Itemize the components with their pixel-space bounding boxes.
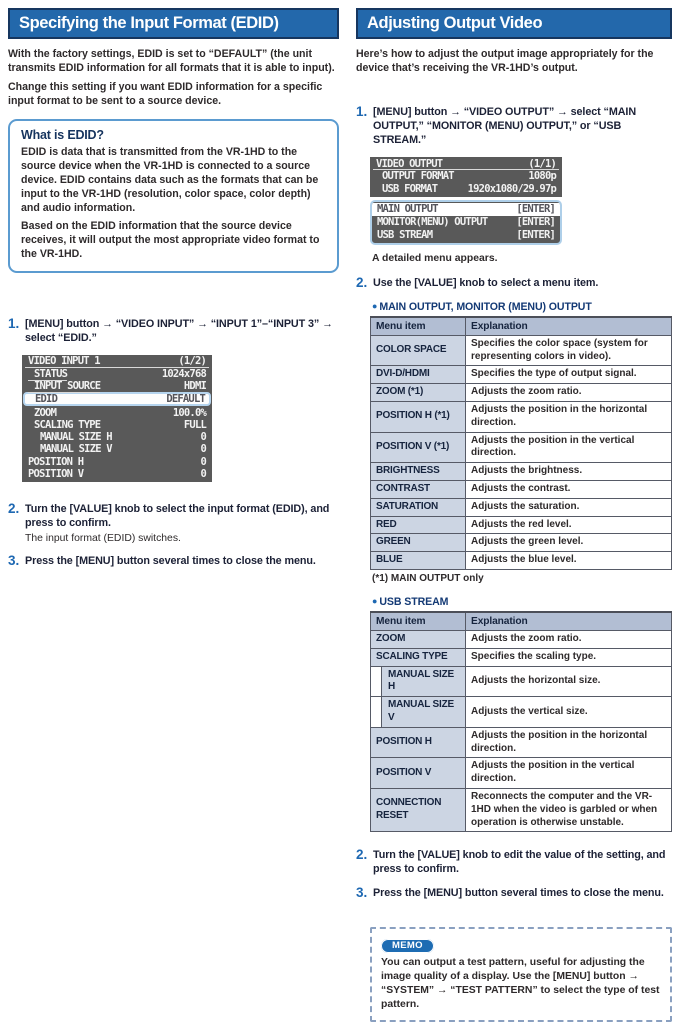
lcd-caption: A detailed menu appears. (372, 252, 498, 264)
table-row (371, 727, 672, 758)
lcd-row-value: FULL (183, 418, 206, 431)
lcd-screen-video-output (370, 157, 562, 245)
table-row (371, 788, 672, 831)
column-header: Menu item (371, 317, 466, 336)
lcd-row-value: 0 (200, 443, 206, 456)
menu-item-cell: COLOR SPACE (371, 335, 466, 366)
step-note: The input format (EDID) switches. (25, 533, 181, 545)
lcd-row-label: SCALING TYPE (34, 418, 101, 431)
menu-item-cell: DVI-D/HDMI (371, 366, 466, 384)
step-number: 2. (356, 274, 368, 290)
lcd-header-row (373, 158, 559, 170)
menu-item-cell: POSITION H (371, 727, 466, 758)
explanation-cell: Adjusts the red level. (466, 516, 672, 534)
table-row (371, 534, 672, 552)
step-2-left (8, 502, 339, 544)
table-row (371, 335, 672, 366)
table-footnote: (*1) MAIN OUTPUT only (372, 572, 484, 584)
memo-box (370, 927, 672, 1021)
step-number: 3. (356, 885, 368, 901)
explanation-cell: Adjusts the vertical size. (466, 697, 672, 728)
section-title-right: Adjusting Output Video (367, 14, 543, 32)
lcd-row-label: EDID (35, 393, 58, 406)
menu-item-cell: MANUAL SIZE H (371, 666, 466, 697)
lcd-row-label: ZOOM (34, 406, 57, 419)
lcd-row-value: 1024x768 (161, 368, 206, 380)
menu-item-cell: RED (371, 516, 466, 534)
lcd-row (373, 170, 559, 182)
table-header-row (371, 317, 672, 336)
lcd-row (25, 431, 209, 443)
lcd-row-label: MONITOR(MENU) OUTPUT (377, 216, 488, 229)
table-header-row (371, 612, 672, 631)
menu-item-cell: SCALING TYPE (371, 648, 466, 666)
lcd-rows (373, 170, 559, 195)
lcd-menu-group (370, 200, 562, 245)
main-output-table (370, 316, 672, 570)
lcd-row (25, 380, 209, 392)
table-row (371, 402, 672, 433)
step-2-right (356, 276, 672, 291)
lcd-row (23, 392, 211, 406)
table-row (371, 480, 672, 498)
section-header-right (356, 8, 672, 39)
step-text: Turn the [VALUE] knob to select the input format (EDID), and press to confirm. (25, 503, 330, 530)
lcd-row-value: 1080p (528, 170, 556, 183)
explanation-cell: Adjusts the position in the vertical direction. (466, 432, 672, 463)
lcd-row-label: POSITION H (28, 455, 84, 468)
table-row (371, 758, 672, 789)
step-number: 1. (356, 103, 368, 119)
table-row (371, 552, 672, 570)
infobox-paragraph: EDID is data that is transmitted from the VR-1HD to the source device when the VR-1HD is connected to a source device. EDID contains data such as the formats that can be input to the VR-1HD (resolution, color space, color depth) and audio information. (21, 145, 319, 215)
table-row (371, 666, 672, 697)
table-row (371, 697, 672, 728)
lcd-row-value: HDMI (183, 380, 206, 393)
explanation-cell: Adjusts the position in the horizontal direction. (466, 727, 672, 758)
what-is-edid-box (8, 119, 339, 273)
lcd-row (25, 368, 209, 380)
step-1-left (8, 317, 339, 345)
lcd-page-indicator: (1/2) (178, 355, 206, 368)
lcd-menu-row (372, 216, 560, 229)
column-header: Menu item (371, 612, 466, 631)
lcd-row (25, 419, 209, 431)
menu-item-cell: ZOOM (371, 631, 466, 649)
explanation-cell: Specifies the color space (system for representing colors in video). (466, 335, 672, 366)
explanation-cell: Adjusts the saturation. (466, 498, 672, 516)
lcd-row-label: POSITION V (28, 468, 84, 481)
menu-item-cell: POSITION H (*1) (371, 402, 466, 433)
step-3-right (356, 886, 672, 901)
lcd-row (373, 183, 559, 195)
paragraph: With the factory settings, EDID is set to “DEFAULT” (the unit transmits EDID information for all formats that it is able to input). (8, 48, 335, 74)
explanation-cell: Adjusts the zoom ratio. (466, 384, 672, 402)
lcd-row-value: 0 (200, 455, 206, 468)
lcd-header-row (25, 356, 209, 368)
explanation-cell: Adjusts the blue level. (466, 552, 672, 570)
step-number: 3. (8, 553, 20, 569)
lcd-row-value: 1920x1080/29.97p (467, 182, 556, 195)
lcd-row-value: 0 (200, 431, 206, 444)
lcd-enter-value: [ENTER] (516, 203, 555, 216)
left-column (8, 8, 339, 874)
table-row (371, 463, 672, 481)
lcd-menu-row (372, 203, 560, 216)
lcd-row-value: 0 (200, 468, 206, 481)
menu-item-cell: GREEN (371, 534, 466, 552)
menu-item-cell: POSITION V (371, 758, 466, 789)
step-text: [MENU] button → “VIDEO INPUT” → “INPUT 1”–“INPUT 3” → select “EDID.” (25, 317, 333, 344)
menu-item-cell: ZOOM (*1) (371, 384, 466, 402)
table-heading-main-output: ● MAIN OUTPUT, MONITOR (MENU) OUTPUT (372, 301, 672, 313)
lcd-rows (25, 368, 209, 480)
lcd-row-label: MANUAL SIZE V (40, 443, 112, 456)
lcd-row (25, 456, 209, 468)
explanation-cell: Specifies the scaling type. (466, 648, 672, 666)
lcd-title: VIDEO INPUT 1 (28, 355, 100, 368)
memo-text: You can output a test pattern, useful for adjusting the image quality of a display. Use the [MENU] button → “SYSTEM” → “TEST PATTERN” to select the type of test pattern. (381, 957, 660, 1010)
explanation-cell: Adjusts the zoom ratio. (466, 631, 672, 649)
right-column (356, 8, 672, 1010)
lcd-enter-value: [ENTER] (516, 229, 555, 242)
table-row (371, 498, 672, 516)
lcd-screen-video-input (22, 355, 212, 483)
lcd-row-value: DEFAULT (166, 393, 205, 406)
table-heading-usb-stream: ● USB STREAM (372, 596, 672, 608)
table-row (371, 516, 672, 534)
column-header: Explanation (466, 317, 672, 336)
menu-item-cell: POSITION V (*1) (371, 432, 466, 463)
explanation-cell: Adjusts the position in the horizontal direction. (466, 402, 672, 433)
step-1-right (356, 105, 672, 147)
explanation-cell: Specifies the type of output signal. (466, 366, 672, 384)
menu-item-cell: BLUE (371, 552, 466, 570)
column-header: Explanation (466, 612, 672, 631)
lcd-row-label: INPUT SOURCE (28, 380, 100, 393)
explanation-cell: Adjusts the horizontal size. (466, 666, 672, 697)
lcd-row (25, 406, 209, 418)
lcd-page-indicator: (1/1) (528, 157, 556, 170)
step-number: 2. (8, 501, 20, 517)
lcd-row-value: 100.0% (172, 406, 206, 419)
lcd-row-label: STATUS (28, 368, 67, 381)
menu-item-cell: SATURATION (371, 498, 466, 516)
step-2b-right (356, 848, 672, 876)
lcd-row-label: USB FORMAT (382, 182, 438, 195)
lcd-row-label: USB STREAM (377, 229, 433, 242)
table-row (371, 432, 672, 463)
section-header-left (8, 8, 339, 39)
lcd-enter-value: [ENTER] (516, 216, 555, 229)
menu-item-cell: BRIGHTNESS (371, 463, 466, 481)
lcd-row-label: MANUAL SIZE H (40, 431, 112, 444)
paragraph: Change this setting if you want EDID information for a specific input format to be sent to a source device. (8, 80, 323, 107)
step-number: 1. (8, 315, 20, 331)
explanation-cell: Reconnects the computer and the VR-1HD when the video is garbled or when operation is otherwise unstable. (466, 788, 672, 831)
memo-badge: MEMO (381, 939, 434, 953)
usb-stream-table (370, 611, 672, 832)
explanation-cell: Adjusts the contrast. (466, 480, 672, 498)
menu-item-cell: CONTRAST (371, 480, 466, 498)
explanation-cell: Adjusts the green level. (466, 534, 672, 552)
section-title-left: Specifying the Input Format (EDID) (19, 14, 279, 32)
menu-item-cell: CONNECTION RESET (371, 788, 466, 831)
lcd-row (25, 443, 209, 455)
lcd-row-label: OUTPUT FORMAT (382, 170, 454, 183)
step-text: Press the [MENU] button several times to close the menu. (373, 887, 664, 900)
intro-paragraph: Here’s how to adjust the output image appropriately for the device that’s receiving the VR-1HD’s output. (356, 48, 654, 74)
lcd-row-label: MAIN OUTPUT (377, 203, 438, 216)
lcd-top-block (370, 157, 562, 197)
table-row (371, 648, 672, 666)
infobox-paragraph: Based on the EDID information that the source device receives, it will output the most appropriate video format to the VR-1HD. (21, 220, 320, 261)
explanation-cell: Adjusts the brightness. (466, 463, 672, 481)
lcd-title: VIDEO OUTPUT (376, 157, 443, 170)
table-row (371, 366, 672, 384)
table-row (371, 631, 672, 649)
lcd-row (25, 468, 209, 480)
table-row (371, 384, 672, 402)
step-text: Use the [VALUE] knob to select a menu item. (373, 276, 599, 289)
step-text: Press the [MENU] button several times to close the menu. (25, 555, 316, 568)
infobox-title: What is EDID? (21, 127, 104, 142)
step-text: Turn the [VALUE] knob to edit the value of the setting, and press to confirm. (373, 849, 666, 876)
step-number: 2. (356, 847, 368, 863)
lcd-menu-row (372, 229, 560, 242)
menu-item-cell: MANUAL SIZE V (371, 697, 466, 728)
step-text: [MENU] button → “VIDEO OUTPUT” → select “MAIN OUTPUT,” “MONITOR (MENU) OUTPUT,” or “USB STREAM.” (373, 105, 637, 146)
step-3-left (8, 554, 339, 569)
explanation-cell: Adjusts the position in the vertical direction. (466, 758, 672, 789)
